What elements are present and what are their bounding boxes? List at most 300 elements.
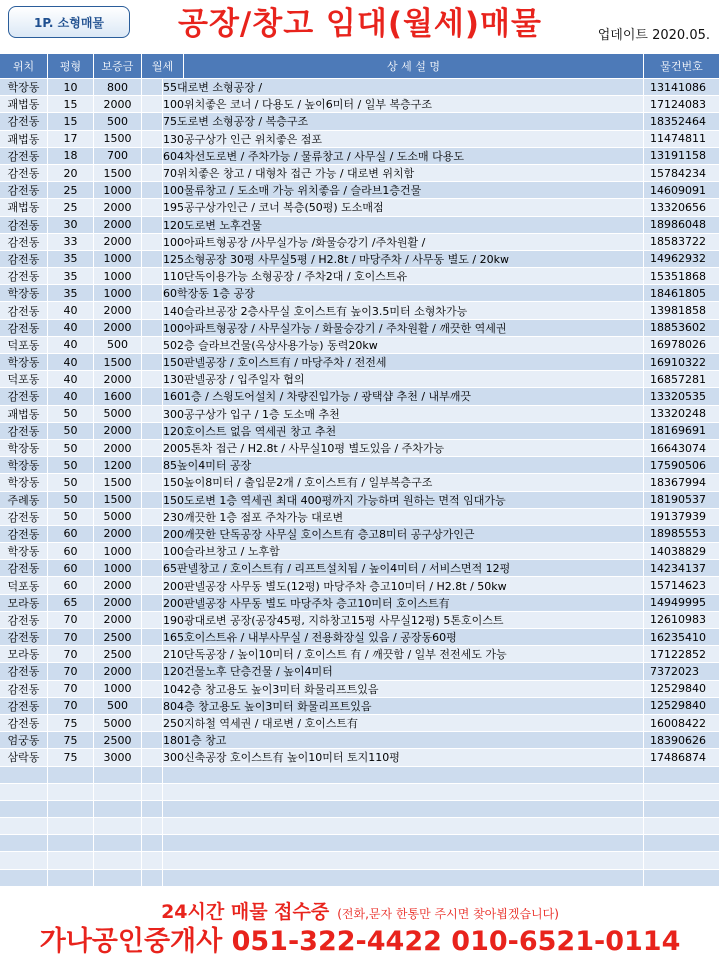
cell-location: 감전동 [0, 148, 48, 164]
cell-description: 100아파트형공장 /사무실가능 /화물승강기 /주차원활 / [163, 234, 644, 250]
cell-description [163, 852, 644, 868]
cell-size: 50 [48, 474, 94, 490]
cell-rent [142, 543, 163, 559]
cell-size: 35 [48, 285, 94, 301]
cell-rent [142, 629, 163, 645]
cell-description: 110단독이용가능 소형공장 / 주차2대 / 호이스트유 [163, 268, 644, 284]
column-header-description: 상 세 설 명 [184, 54, 644, 78]
cell-number: 12529840 [644, 681, 720, 697]
cell-number: 18390626 [644, 732, 720, 748]
cell-number: 15784234 [644, 165, 720, 181]
table-row [0, 406, 720, 423]
cell-size: 70 [48, 646, 94, 662]
cell-number: 17590506 [644, 457, 720, 473]
cell-location: 감전동 [0, 663, 48, 679]
cell-rent [142, 646, 163, 662]
footer-subtext: (전화,문자 한통만 주시면 찾아뵙겠습니다) [337, 907, 559, 921]
cell-deposit: 2000 [94, 612, 142, 628]
cell-rent [142, 96, 163, 112]
cell-location [0, 870, 48, 886]
table-row [0, 354, 720, 371]
cell-description: 120호이스트 없음 역세권 창고 추천 [163, 423, 644, 439]
cell-size: 40 [48, 337, 94, 353]
cell-location: 감전동 [0, 217, 48, 233]
cell-number: 14949995 [644, 595, 720, 611]
table-row [0, 440, 720, 457]
cell-size: 75 [48, 732, 94, 748]
cell-number: 13320248 [644, 406, 720, 422]
table-row [0, 320, 720, 337]
cell-size: 25 [48, 199, 94, 215]
cell-deposit: 2000 [94, 440, 142, 456]
cell-number: 15351868 [644, 268, 720, 284]
cell-number: 18352464 [644, 113, 720, 129]
cell-description: 100슬라브창고 / 노후함 [163, 543, 644, 559]
listing-table [0, 79, 720, 887]
cell-description: 804층 창고용도 높이3미터 화물리프트있음 [163, 698, 644, 714]
table-row [0, 337, 720, 354]
cell-rent [142, 457, 163, 473]
cell-deposit: 2000 [94, 663, 142, 679]
cell-description: 250지하철 역세권 / 대로변 / 호이스트有 [163, 715, 644, 731]
cell-number: 18853602 [644, 320, 720, 336]
cell-number [644, 801, 720, 817]
cell-rent [142, 302, 163, 318]
cell-deposit: 2000 [94, 371, 142, 387]
cell-size: 75 [48, 715, 94, 731]
cell-deposit: 2000 [94, 217, 142, 233]
cell-size: 30 [48, 217, 94, 233]
column-header-deposit: 보증금 [94, 54, 142, 78]
cell-location: 덕포동 [0, 371, 48, 387]
cell-size: 50 [48, 423, 94, 439]
cell-location: 감전동 [0, 423, 48, 439]
cell-location: 괘법동 [0, 131, 48, 147]
cell-deposit: 1500 [94, 131, 142, 147]
table-row [0, 96, 720, 113]
cell-size: 60 [48, 577, 94, 593]
cell-deposit: 700 [94, 148, 142, 164]
cell-size [48, 852, 94, 868]
cell-deposit: 2000 [94, 302, 142, 318]
cell-deposit: 500 [94, 698, 142, 714]
cell-description: 120도로변 노후건물 [163, 217, 644, 233]
table-row [0, 234, 720, 251]
cell-rent [142, 354, 163, 370]
cell-rent [142, 234, 163, 250]
table-row [0, 131, 720, 148]
table-row [0, 698, 720, 715]
cell-description: 165호이스트유 / 내부사무실 / 전용화장실 있음 / 공장동60평 [163, 629, 644, 645]
column-header-rent: 월세 [142, 54, 184, 78]
cell-location: 감전동 [0, 681, 48, 697]
cell-number: 14038829 [644, 543, 720, 559]
table-row [0, 457, 720, 474]
cell-number: 18190537 [644, 492, 720, 508]
cell-location: 괘법동 [0, 96, 48, 112]
cell-size: 35 [48, 268, 94, 284]
cell-deposit: 1000 [94, 543, 142, 559]
cell-number: 18461805 [644, 285, 720, 301]
cell-description: 210단독공장 / 높이10미터 / 호이스트 有 / 깨끗함 / 일부 전전세도 가능 [163, 646, 644, 662]
cell-description: 502층 슬라브건물(옥상사용가능) 동력20kw [163, 337, 644, 353]
cell-number: 16643074 [644, 440, 720, 456]
cell-deposit: 500 [94, 337, 142, 353]
cell-location: 감전동 [0, 165, 48, 181]
cell-location: 감전동 [0, 526, 48, 542]
table-row [0, 646, 720, 663]
cell-size [48, 835, 94, 851]
cell-description: 75도로변 소형공장 / 복층구조 [163, 113, 644, 129]
cell-rent [142, 406, 163, 422]
cell-size: 40 [48, 388, 94, 404]
cell-size: 40 [48, 371, 94, 387]
cell-description: 100물류창고 / 도소매 가능 위치좋음 / 슬라브1층건물 [163, 182, 644, 198]
cell-number: 13191158 [644, 148, 720, 164]
cell-rent [142, 835, 163, 851]
cell-location: 주례동 [0, 492, 48, 508]
cell-number: 13320535 [644, 388, 720, 404]
cell-size: 60 [48, 560, 94, 576]
cell-deposit: 2000 [94, 423, 142, 439]
table-row [0, 423, 720, 440]
table-row [0, 784, 720, 801]
table-row [0, 818, 720, 835]
cell-location: 감전동 [0, 388, 48, 404]
table-row [0, 526, 720, 543]
cell-description: 70위치좋은 창고 / 대형차 접근 가능 / 대로변 위치함 [163, 165, 644, 181]
table-row [0, 113, 720, 130]
cell-description: 200판넬공장 사무동 별도(12평) 마당주차 층고10미터 / H2.8t / 50kw [163, 577, 644, 593]
cell-rent [142, 148, 163, 164]
cell-number: 18985553 [644, 526, 720, 542]
table-row [0, 767, 720, 784]
cell-description [163, 835, 644, 851]
cell-description: 300신축공장 호이스트有 높이10미터 토지110평 [163, 749, 644, 765]
cell-location [0, 801, 48, 817]
cell-number: 11474811 [644, 131, 720, 147]
cell-number: 18986048 [644, 217, 720, 233]
cell-number: 17124083 [644, 96, 720, 112]
cell-location: 학장동 [0, 457, 48, 473]
cell-number: 17122852 [644, 646, 720, 662]
cell-rent [142, 165, 163, 181]
cell-deposit [94, 784, 142, 800]
cell-description: 195공구상가인근 / 코너 복층(50평) 도소매점 [163, 199, 644, 215]
cell-rent [142, 560, 163, 576]
cell-location: 감전동 [0, 715, 48, 731]
cell-number: 18583722 [644, 234, 720, 250]
cell-rent [142, 681, 163, 697]
cell-location: 감전동 [0, 560, 48, 576]
cell-size: 20 [48, 165, 94, 181]
cell-location: 덕포동 [0, 337, 48, 353]
cell-description: 1801층 창고 [163, 732, 644, 748]
cell-location [0, 784, 48, 800]
cell-number: 14234137 [644, 560, 720, 576]
cell-deposit: 1000 [94, 251, 142, 267]
cell-number [644, 784, 720, 800]
cell-number [644, 870, 720, 886]
cell-location: 학장동 [0, 354, 48, 370]
cell-description: 60학장동 1층 공장 [163, 285, 644, 301]
cell-description: 1601층 / 스윙도어설치 / 차량진입가능 / 광택샵 추천 / 내부깨끗 [163, 388, 644, 404]
cell-location: 학장동 [0, 474, 48, 490]
cell-location: 괘법동 [0, 406, 48, 422]
cell-description [163, 784, 644, 800]
cell-deposit [94, 835, 142, 851]
cell-description: 1042층 창고용도 높이3미터 화물리프트있음 [163, 681, 644, 697]
cell-rent [142, 371, 163, 387]
cell-rent [142, 251, 163, 267]
cell-rent [142, 285, 163, 301]
table-row [0, 663, 720, 680]
cell-description: 150도로변 1층 역세권 최대 400평까지 가능하며 원하는 면적 임대가능 [163, 492, 644, 508]
cell-number: 16235410 [644, 629, 720, 645]
table-row [0, 543, 720, 560]
cell-rent [142, 131, 163, 147]
cell-location: 학장동 [0, 79, 48, 95]
cell-rent [142, 509, 163, 525]
cell-description [163, 870, 644, 886]
cell-description: 140슬라브공장 2층사무실 호이스트有 높이3.5미터 소형차가능 [163, 302, 644, 318]
table-row [0, 577, 720, 594]
cell-rent [142, 801, 163, 817]
page-title: 공장/창고 임대(월세)매물 [178, 6, 542, 42]
cell-location: 감전동 [0, 302, 48, 318]
cell-number: 12529840 [644, 698, 720, 714]
cell-size [48, 801, 94, 817]
cell-size: 70 [48, 629, 94, 645]
table-row [0, 199, 720, 216]
cell-location [0, 852, 48, 868]
cell-number: 13981858 [644, 302, 720, 318]
cell-location: 괘법동 [0, 199, 48, 215]
cell-description: 300공구상가 입구 / 1층 도소매 추천 [163, 406, 644, 422]
cell-size: 10 [48, 79, 94, 95]
cell-deposit: 1500 [94, 492, 142, 508]
table-row [0, 474, 720, 491]
cell-deposit: 1600 [94, 388, 142, 404]
cell-description: 125소형공장 30평 사무실5평 / H2.8t / 마당주차 / 사무동 별도 / 20kw [163, 251, 644, 267]
cell-rent [142, 715, 163, 731]
cell-deposit: 1500 [94, 474, 142, 490]
cell-deposit: 3000 [94, 749, 142, 765]
cell-location: 감전동 [0, 268, 48, 284]
cell-size: 40 [48, 302, 94, 318]
cell-location: 모라동 [0, 646, 48, 662]
cell-description: 2005톤차 접근 / H2.8t / 사무실10평 별도있음 / 주차가능 [163, 440, 644, 456]
cell-rent [142, 749, 163, 765]
column-header-location: 위치 [0, 54, 48, 78]
cell-size: 50 [48, 492, 94, 508]
cell-deposit: 1000 [94, 681, 142, 697]
cell-location: 학장동 [0, 543, 48, 559]
cell-deposit: 2500 [94, 629, 142, 645]
cell-description: 200깨끗한 단독공장 사무실 호이스트有 층고8미터 공구상가인근 [163, 526, 644, 542]
table-row [0, 388, 720, 405]
cell-deposit [94, 801, 142, 817]
table-row [0, 715, 720, 732]
cell-size [48, 818, 94, 834]
cell-deposit: 1200 [94, 457, 142, 473]
cell-deposit: 1000 [94, 182, 142, 198]
cell-deposit: 2500 [94, 646, 142, 662]
table-header [0, 54, 720, 78]
cell-rent [142, 423, 163, 439]
table-row [0, 612, 720, 629]
cell-rent [142, 217, 163, 233]
cell-description: 190광대로변 공장(공장45평, 지하창고15평 사무실12평) 5톤호이스트 [163, 612, 644, 628]
cell-number: 13320656 [644, 199, 720, 215]
cell-number: 16008422 [644, 715, 720, 731]
cell-number: 14962932 [644, 251, 720, 267]
cell-location: 감전동 [0, 612, 48, 628]
cell-rent [142, 268, 163, 284]
footer-contact: 가나공인중개사 051-322-4422 010-6521-0114 [39, 926, 681, 957]
cell-number: 18169691 [644, 423, 720, 439]
table-row [0, 371, 720, 388]
table-row [0, 732, 720, 749]
cell-description: 100아파트형공장 / 사무실가능 / 화물승강기 / 주차원활 / 깨끗한 역세권 [163, 320, 644, 336]
cell-description: 120건물노후 단층건물 / 높이4미터 [163, 663, 644, 679]
cell-size: 70 [48, 663, 94, 679]
table-row [0, 801, 720, 818]
cell-deposit: 5000 [94, 509, 142, 525]
cell-rent [142, 698, 163, 714]
cell-number: 13141086 [644, 79, 720, 95]
cell-size: 15 [48, 113, 94, 129]
cell-size: 40 [48, 354, 94, 370]
cell-number: 16857281 [644, 371, 720, 387]
table-row [0, 509, 720, 526]
cell-size: 50 [48, 509, 94, 525]
cell-location: 감전동 [0, 234, 48, 250]
cell-number [644, 852, 720, 868]
cell-rent [142, 870, 163, 886]
cell-description [163, 818, 644, 834]
cell-size [48, 767, 94, 783]
cell-location: 모라동 [0, 595, 48, 611]
cell-location [0, 835, 48, 851]
cell-description: 230깨끗한 1층 점포 주차가능 대로변 [163, 509, 644, 525]
cell-rent [142, 182, 163, 198]
column-header-size: 평형 [48, 54, 94, 78]
table-row [0, 217, 720, 234]
column-header-number: 물건번호 [644, 54, 720, 78]
cell-size: 40 [48, 320, 94, 336]
cell-description [163, 767, 644, 783]
cell-rent [142, 199, 163, 215]
category-tag: 1P. 소형매물 [8, 6, 130, 38]
cell-size: 70 [48, 698, 94, 714]
cell-number: 14609091 [644, 182, 720, 198]
cell-number: 17486874 [644, 749, 720, 765]
cell-description [163, 801, 644, 817]
cell-size: 35 [48, 251, 94, 267]
cell-location: 삼락동 [0, 749, 48, 765]
cell-location: 학장동 [0, 440, 48, 456]
cell-deposit: 2000 [94, 526, 142, 542]
cell-deposit: 2000 [94, 577, 142, 593]
cell-size: 70 [48, 681, 94, 697]
cell-size: 60 [48, 543, 94, 559]
cell-location: 덕포동 [0, 577, 48, 593]
cell-size: 15 [48, 96, 94, 112]
cell-number: 12610983 [644, 612, 720, 628]
cell-description: 85높이4미터 공장 [163, 457, 644, 473]
cell-size: 17 [48, 131, 94, 147]
cell-deposit: 1500 [94, 354, 142, 370]
cell-rent [142, 577, 163, 593]
table-row [0, 251, 720, 268]
cell-description: 55대로변 소형공장 / [163, 79, 644, 95]
cell-rent [142, 767, 163, 783]
table-row [0, 302, 720, 319]
cell-size [48, 784, 94, 800]
cell-description: 130공구상가 인근 위치좋은 점포 [163, 131, 644, 147]
cell-rent [142, 595, 163, 611]
cell-location: 감전동 [0, 320, 48, 336]
cell-description: 150판넬공장 / 호이스트有 / 마당주차 / 전전세 [163, 354, 644, 370]
cell-deposit: 5000 [94, 406, 142, 422]
cell-size: 18 [48, 148, 94, 164]
cell-number: 15714623 [644, 577, 720, 593]
cell-size: 25 [48, 182, 94, 198]
cell-number: 18367994 [644, 474, 720, 490]
table-row [0, 681, 720, 698]
table-row [0, 870, 720, 887]
cell-description: 604차선도로변 / 주차가능 / 물류창고 / 사무실 / 도소매 다용도 [163, 148, 644, 164]
cell-number [644, 835, 720, 851]
cell-deposit: 500 [94, 113, 142, 129]
cell-rent [142, 732, 163, 748]
cell-rent [142, 492, 163, 508]
cell-deposit: 1500 [94, 165, 142, 181]
cell-description: 100위치좋은 코너 / 다용도 / 높이6미터 / 일부 복층구조 [163, 96, 644, 112]
cell-size: 60 [48, 526, 94, 542]
cell-number [644, 818, 720, 834]
cell-location: 감전동 [0, 698, 48, 714]
cell-deposit: 2000 [94, 96, 142, 112]
cell-size: 50 [48, 406, 94, 422]
cell-deposit [94, 870, 142, 886]
table-row [0, 165, 720, 182]
table-row [0, 148, 720, 165]
cell-rent [142, 663, 163, 679]
table-row [0, 79, 720, 96]
cell-rent [142, 113, 163, 129]
table-row [0, 492, 720, 509]
cell-description: 65판넬창고 / 호이스트有 / 리프트설치됨 / 높이4미터 / 서비스면적 12평 [163, 560, 644, 576]
cell-deposit [94, 818, 142, 834]
cell-size: 65 [48, 595, 94, 611]
cell-deposit: 2500 [94, 732, 142, 748]
table-row [0, 749, 720, 766]
cell-location: 감전동 [0, 113, 48, 129]
cell-size: 70 [48, 612, 94, 628]
cell-location [0, 767, 48, 783]
cell-deposit: 1000 [94, 285, 142, 301]
cell-size [48, 870, 94, 886]
table-row [0, 285, 720, 302]
cell-number: 16910322 [644, 354, 720, 370]
cell-description: 130판넬공장 / 입주일자 협의 [163, 371, 644, 387]
footer-notice [0, 897, 720, 927]
table-row [0, 268, 720, 285]
cell-rent [142, 784, 163, 800]
cell-deposit [94, 852, 142, 868]
